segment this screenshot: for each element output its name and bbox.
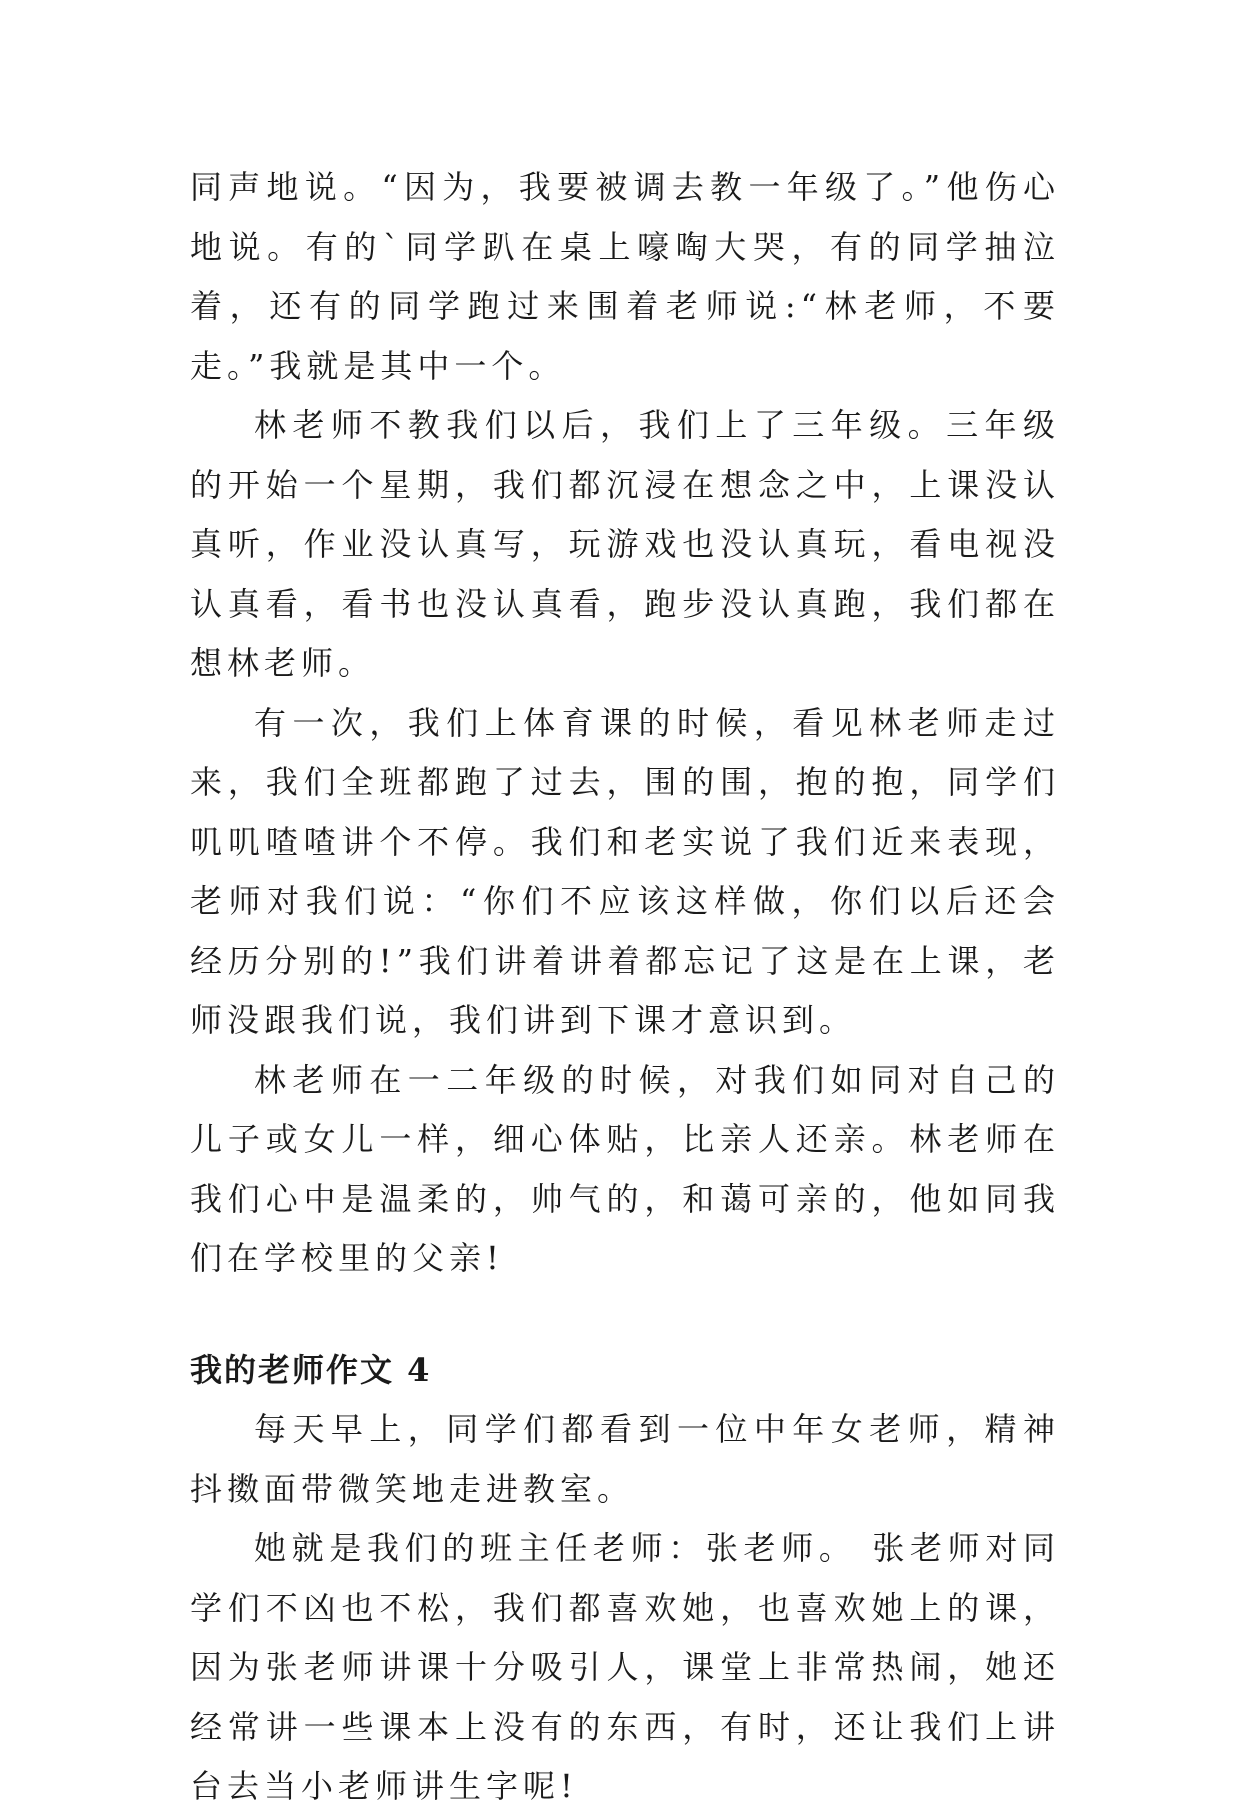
paragraph-continued: 同声地说。“因为，我要被调去教一年级了。”他伤心地说。有的`同学趴在桌上嚎啕大哭，有的同学抽泣着，还有的同学跑过来围着老师说:“林老师，不要走。”我就是其中一个。 — [190, 168, 1060, 385]
paragraph: 有一次，我们上体育课的时候，看见林老师走过来，我们全班都跑了过去，围的围，抱的抱，同学们叽叽喳喳讲个不停。我们和老实说了我们近来表现，老师对我们说：“你们不应该这样做，你们以后还会经历分别的!”我们讲着讲着都忘记了这是在上课，老师没跟我们说，我们讲到下课才意识到。 — [190, 703, 1060, 1039]
paragraph: 林老师不教我们以后，我们上了三年级。三年级的开始一个星期，我们都沉浸在想念之中，上课没认真听，作业没认真写，玩游戏也没认真玩，看电视没认真看，看书也没认真看，跑步没认真跑，我们都在想林老师。 — [190, 406, 1060, 682]
section-heading: 我的老师作文 4 — [190, 1350, 432, 1389]
document-body — [190, 158, 1060, 1817]
paragraph: 她就是我们的班主任老师：张老师。 张老师对同学们不凶也不松，我们都喜欢她，也喜欢她上的课，因为张老师讲课十分吸引人，课堂上非常热闹，她还经常讲一些课本上没有的东西，有时，还让我们上讲台去当小老师讲生字呢! — [190, 1529, 1060, 1805]
paragraph: 林老师在一二年级的时候，对我们如同对自己的儿子或女儿一样，细心体贴，比亲人还亲。林老师在我们心中是温柔的，帅气的，和蔼可亲的，他如同我们在学校里的父亲! — [190, 1060, 1060, 1277]
paragraph: 每天早上，同学们都看到一位中年女老师，精神抖擞面带微笑地走进教室。 — [190, 1410, 1060, 1508]
